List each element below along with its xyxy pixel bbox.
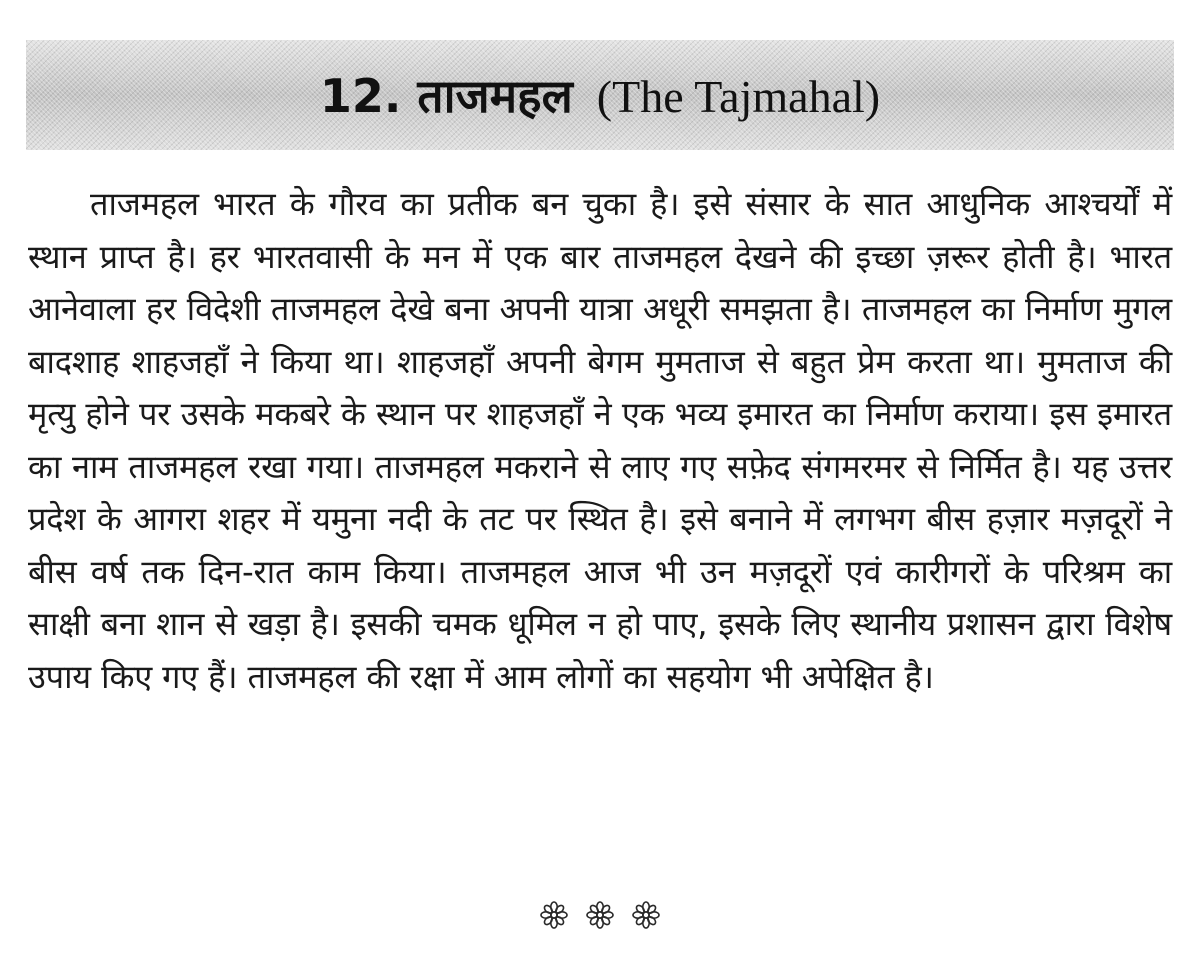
essay-paragraph: ताजमहल भारत के गौरव का प्रतीक बन चुका है। इसे संसार के सात आधुनिक आश्चर्यों में स्थान प्राप्त है। हर भारतवासी के मन में एक बार ताजमहल देखने की इच्छा ज़रूर होती है। भारत आनेवाला हर विदेशी ताजमहल देखे बना अपनी यात्रा अधूरी समझता है। ताजमहल का निर्माण मुगल बादशाह शाहजहाँ ने किया था। शाहजहाँ अपनी बेगम मुमताज से बहुत प्रेम करता था। मुमताज की मृत्यु होने पर उसके मकबरे के स्थान पर शाहजहाँ ने एक भव्य इमारत का निर्माण कराया। इस इमारत का नाम ताजमहल रखा गया। ताजमहल मकराने से लाए गए सफ़ेद संगमरमर से निर्मित है। यह उत्तर प्रदेश के आगरा शहर में यमुना नदी के तट पर स्थित है। इसे बनाने में लगभग बीस हज़ार मज़दूरों ने बीस वर्ष तक दिन-रात काम किया। ताजमहल आज भी उन मज़दूरों एवं कारीगरों के परिश्रम का साक्षी बना शान से खड़ा है। इसकी चमक धूमिल न हो पाए, इसके लिए स्थानीय प्रशासन द्वारा विशेष उपाय किए गए हैं। ताजमहल की रक्षा में आम लोगों का सहयोग भी अपेक्षित है। (28, 185, 1172, 696)
title-hindi: 12. ताजमहल (319, 69, 573, 123)
title-banner (26, 40, 1174, 150)
end-ornaments (0, 900, 1200, 930)
flower-ornament-icon (539, 900, 569, 930)
flower-ornament-icon (585, 900, 615, 930)
flower-ornament-icon (631, 900, 661, 930)
title (320, 64, 880, 126)
title-english: (The Tajmahal) (596, 71, 881, 122)
